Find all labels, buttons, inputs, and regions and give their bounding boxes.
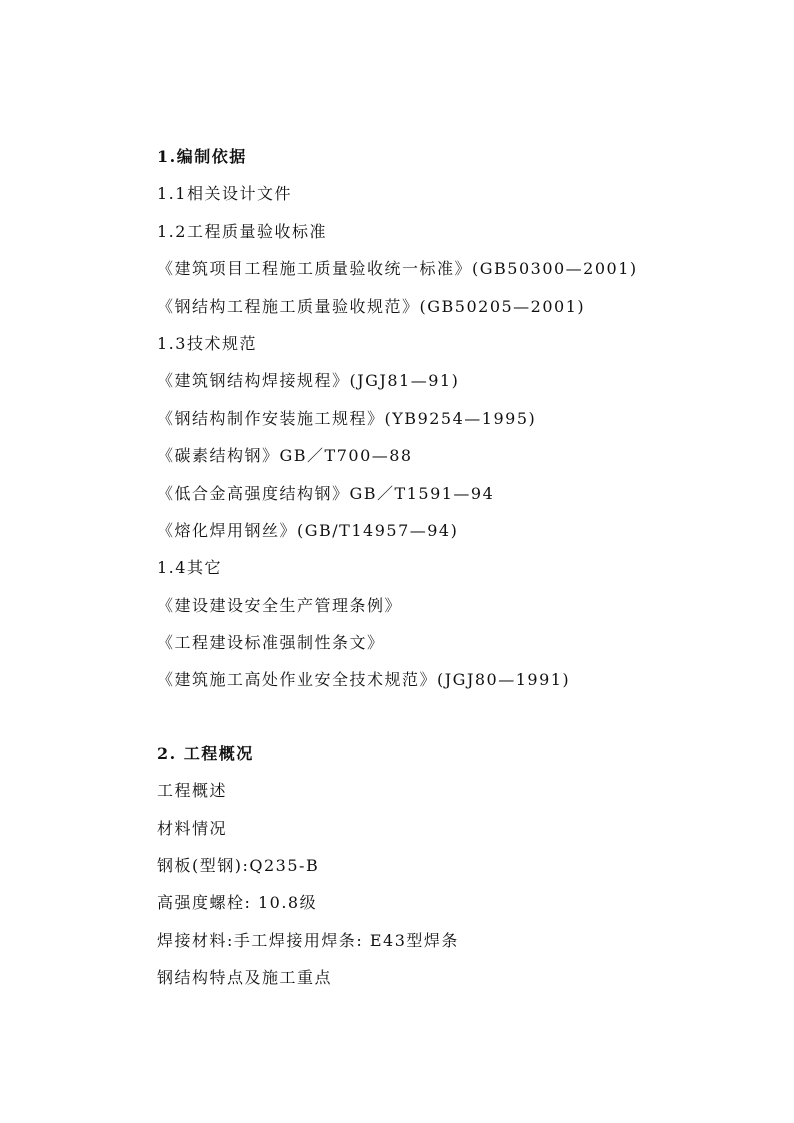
material-high-strength-bolt: 高强度螺栓: 10.8级	[157, 893, 318, 913]
item-design-files: 1.1相关设计文件	[157, 184, 292, 204]
item-structure-features: 钢结构特点及施工重点	[157, 968, 333, 988]
standard-gbt14957: 《熔化焊用钢丝》(GB/T14957—94)	[157, 520, 459, 540]
standard-gb50205: 《钢结构工程施工质量验收规范》(GB50205—2001)	[157, 296, 586, 316]
item-technical-specs: 1.3技术规范	[157, 333, 257, 353]
standard-gbt1591: 《低合金高强度结构钢》GB／T1591—94	[157, 483, 495, 503]
standard-jgj81: 《建筑钢结构焊接规程》(JGJ81—91)	[157, 371, 460, 391]
item-other: 1.4其它	[157, 558, 222, 578]
item-materials: 材料情况	[157, 818, 228, 838]
section-heading-project-overview: 2. 工程概况	[157, 743, 254, 763]
standard-gbt700: 《碳素结构钢》GB／T700—88	[157, 446, 413, 466]
material-steel-plate: 钢板(型钢):Q235-B	[157, 856, 320, 876]
standard-gb50300: 《建筑项目工程施工质量验收统一标准》(GB50300—2001)	[157, 259, 638, 279]
standard-jgj80: 《建筑施工高处作业安全技术规范》(JGJ80—1991)	[157, 670, 571, 690]
material-welding: 焊接材料:手工焊接用焊条: E43型焊条	[157, 930, 459, 950]
document-body	[157, 144, 717, 1003]
regulation-safety-management: 《建设建设安全生产管理条例》	[157, 595, 403, 615]
item-quality-standards: 1.2工程质量验收标准	[157, 221, 327, 241]
item-project-summary: 工程概述	[157, 781, 228, 801]
section-heading-compilation-basis: 1.编制依据	[157, 147, 247, 166]
standard-yb9254: 《钢结构制作安装施工规程》(YB9254—1995)	[157, 408, 537, 428]
section-spacer	[157, 705, 717, 741]
regulation-mandatory-provisions: 《工程建设标准强制性条文》	[157, 633, 385, 653]
